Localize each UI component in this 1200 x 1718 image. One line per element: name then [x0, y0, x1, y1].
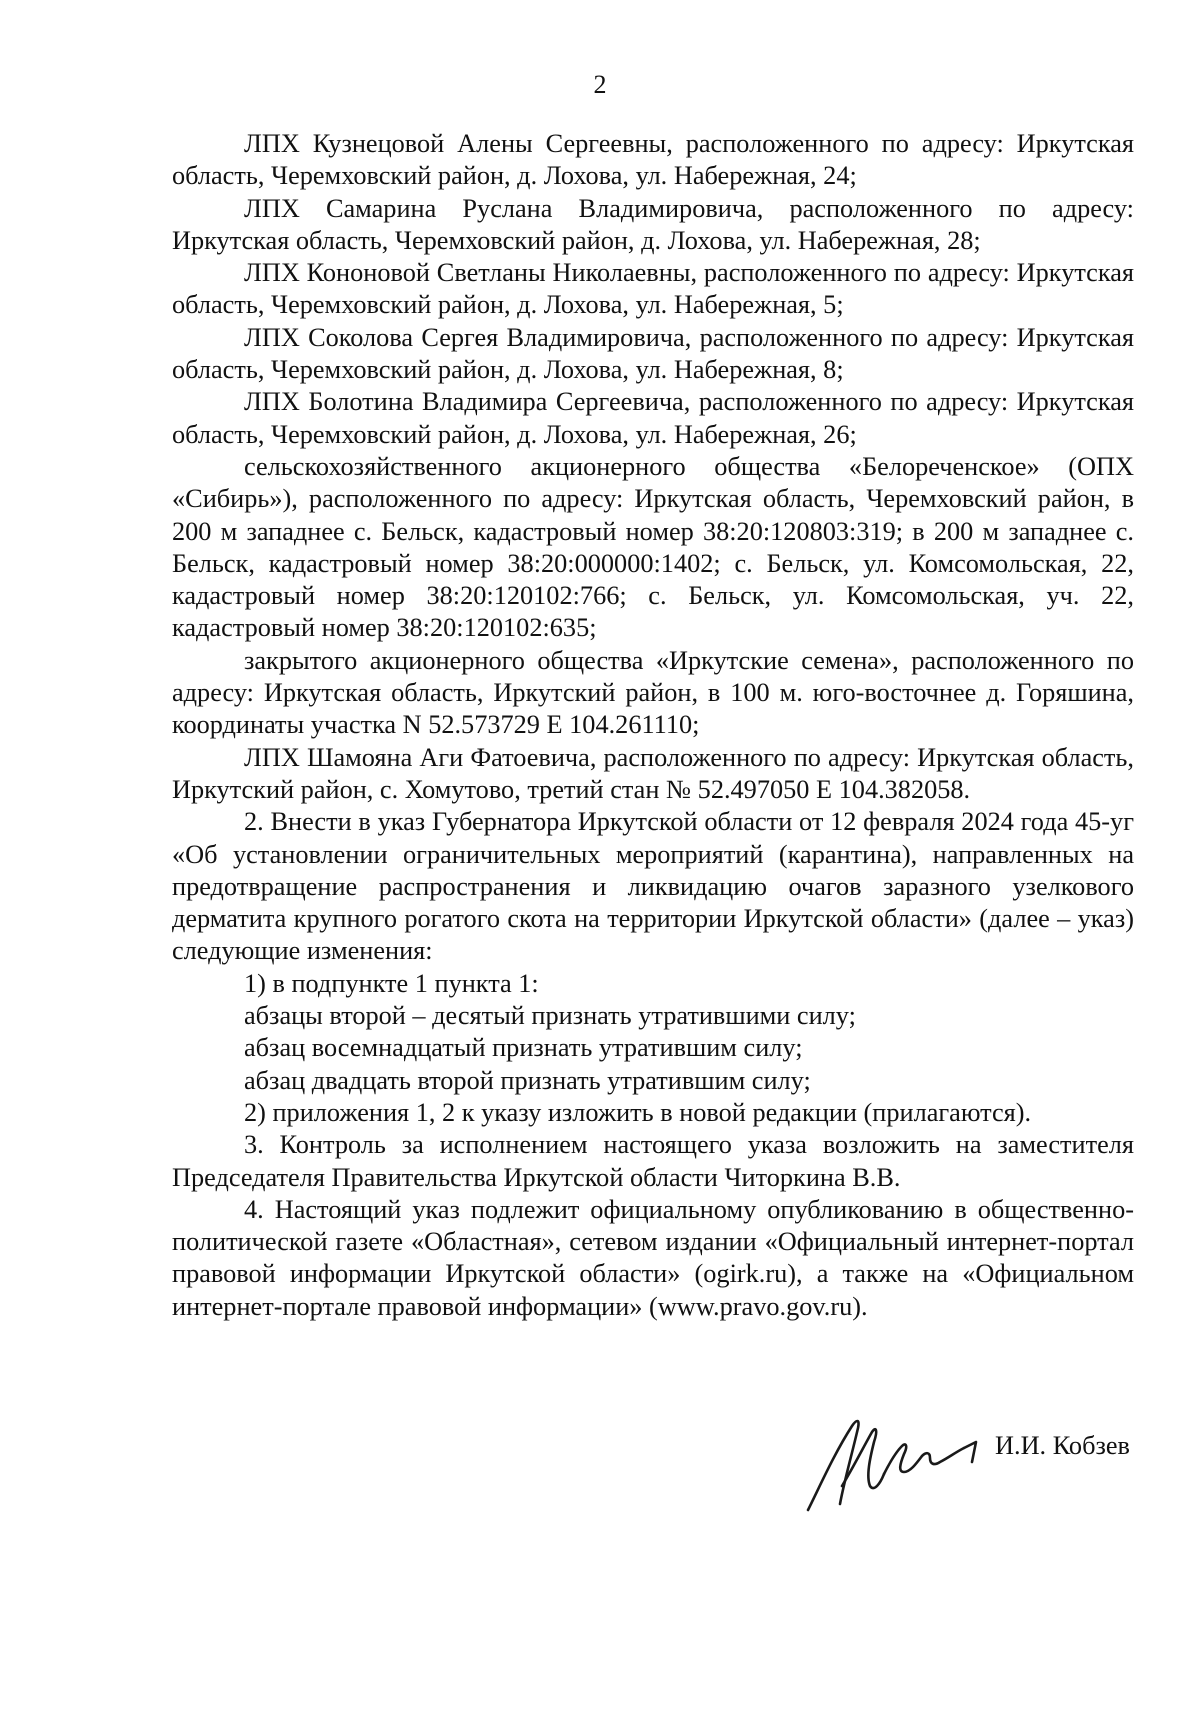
paragraph-zao-irkutskie-semena: закрытого акционерного общества «Иркутские семена», расположенного по адресу: Иркутская область, Иркутский район, в 100 м. юго-восточнее д. Горяшина, координаты участка N 52.573729 E 104.261110;: [172, 645, 1134, 740]
paragraph-item-2: 2. Внести в указ Губернатора Иркутской области от 12 февраля 2024 года 45-уг «Об установлении ограничительных мероприятий (карантина), направленных на предотвращение распространения и ликвидацию очагов заразного узелкового дерматита крупного рогатого скота на территории Иркутской области» (далее – указ) следующие изменения:: [172, 807, 1134, 966]
handwritten-signature: [800, 1406, 1000, 1516]
paragraph-abzacy-2-10: абзацы второй – десятый признать утратившими силу;: [244, 1001, 856, 1031]
paragraph-abzac-22: абзац двадцать второй признать утратившим силу;: [244, 1065, 811, 1095]
paragraph-item-4: 4. Настоящий указ подлежит официальному опубликованию в общественно-политической газете «Областная», сетевом издании «Официальный интернет-портал правовой информации Иркутской области» (ogirk.ru), а также на «Официальном интернет-портале правовой информации» (www.pravo.gov.ru).: [172, 1194, 1134, 1321]
paragraph-lph-kononova: ЛПХ Кононовой Светланы Николаевны, расположенного по адресу: Иркутская область, Черемховский район, д. Лохова, ул. Набережная, 5;: [172, 258, 1134, 320]
paragraph-lph-shamoyana: ЛПХ Шамояна Аги Фатоевича, расположенного по адресу: Иркутская область, Иркутский район, с. Хомутово, третий стан № 52.497050 E 104.382058.: [172, 742, 1134, 804]
paragraph-ao-belorechenskoe: сельскохозяйственного акционерного общества «Белореченское» (ОПХ «Сибирь»), расположенного по адресу: Иркутская область, Черемховский район, в 200 м западнее с. Бельск, кадастровый номер 38:20:120803:319; в 200 м западнее с. Бельск, кадастровый номер 38:20:000000:1402; с. Бельск, ул. Комсомольская, 22, кадастровый номер 38:20:120102:766; с. Бельск, ул. Комсомольская, уч. 22, кадастровый номер 38:20:120102:635;: [172, 451, 1134, 643]
page-number: 2: [593, 70, 607, 99]
signatory-name: И.И. Кобзев: [995, 1431, 1130, 1460]
paragraph-subitem-1: 1) в подпункте 1 пункта 1:: [244, 968, 539, 998]
paragraph-lph-sokolova: ЛПХ Соколова Сергея Владимировича, расположенного по адресу: Иркутская область, Черемховский район, д. Лохова, ул. Набережная, 8;: [172, 322, 1134, 385]
paragraph-subitem-2: 2) приложения 1, 2 к указу изложить в новой редакции (прилагаются).: [244, 1097, 1032, 1127]
paragraph-lph-samarina: ЛПХ Самарина Руслана Владимировича, расположенного по адресу: Иркутская область, Черемховский район, д. Лохова, ул. Набережная, 28;: [172, 193, 1134, 255]
paragraph-item-3: 3. Контроль за исполнением настоящего указа возложить на заместителя Председателя Правительства Иркутской области Читоркина В.В.: [172, 1130, 1134, 1192]
document-body: [172, 128, 1134, 1323]
paragraph-abzac-18: абзац восемнадцатый признать утратившим силу;: [244, 1033, 803, 1063]
signature-block: [800, 1406, 1140, 1516]
paragraph-lph-bolotina: ЛПХ Болотина Владимира Сергеевича, расположенного по адресу: Иркутская область, Черемховский район, д. Лохова, ул. Набережная, 26;: [172, 387, 1134, 449]
paragraph-lph-kuznetsova: ЛПХ Кузнецовой Алены Сергеевны, расположенного по адресу: Иркутская область, Черемховский район, д. Лохова, ул. Набережная, 24;: [172, 129, 1134, 191]
